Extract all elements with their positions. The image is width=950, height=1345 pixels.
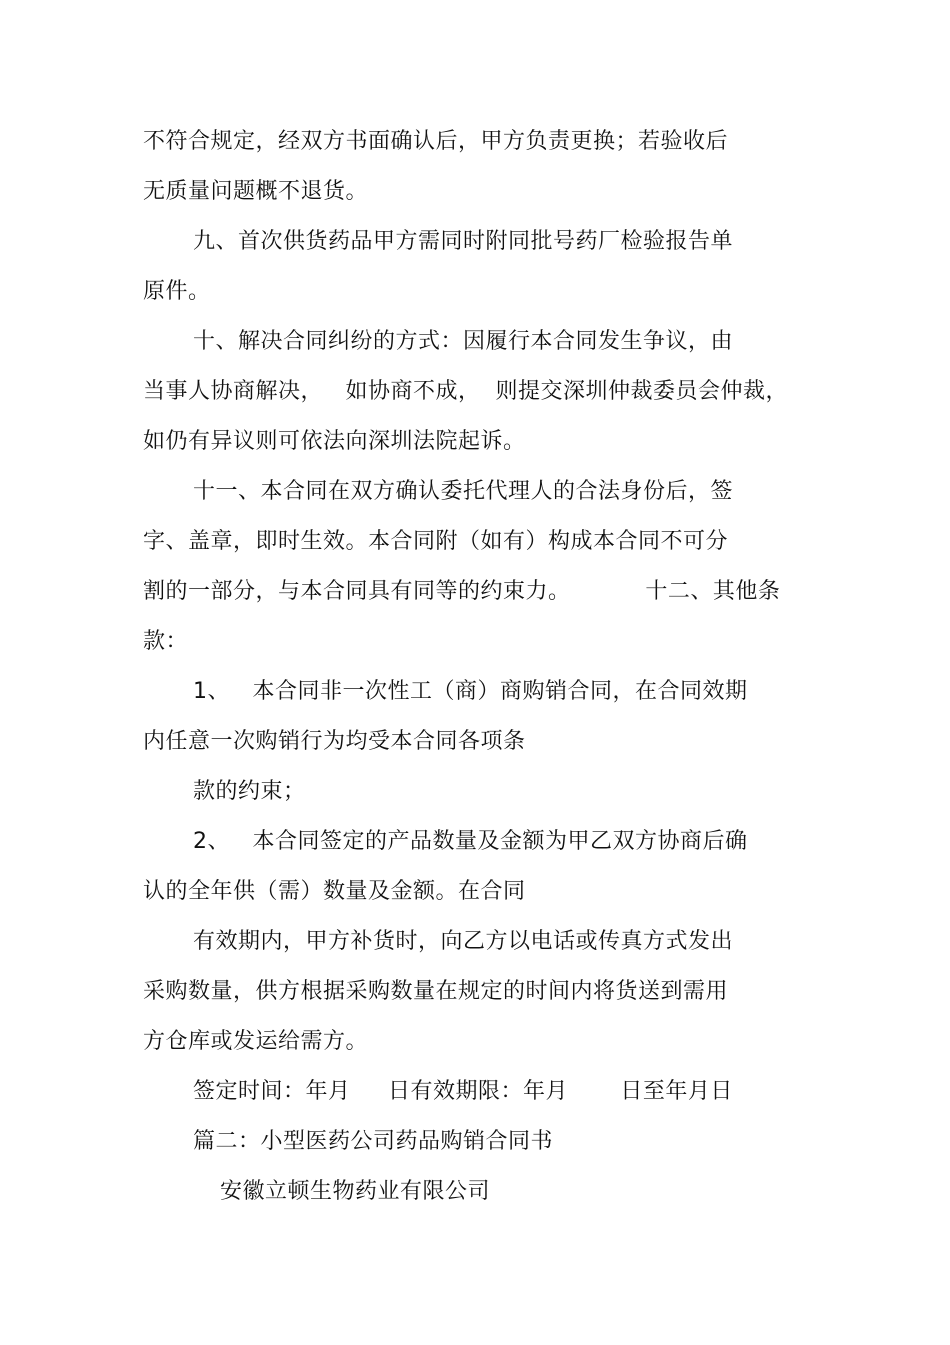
text-line: 十、解决合同纠纷的方式：因履行本合同发生争议，由: [193, 329, 734, 354]
text-line: 款：: [143, 629, 189, 654]
text-line: 如仍有异议则可依法向深圳法院起诉。: [143, 429, 526, 454]
text-line: 割的一部分，与本合同具有同等的约束力。 十二、其他条: [143, 579, 781, 604]
text-line: 原件。: [143, 279, 211, 304]
text-line: 字、盖章，即时生效。本合同附（如有）构成本合同不可分: [143, 529, 729, 554]
section-heading: 篇二：小型医药公司药品购销合同书: [193, 1129, 554, 1154]
text-line: 1、 本合同非一次性工（商）商购销合同，在合同效期: [193, 679, 748, 704]
text-line: 无质量问题概不退货。: [143, 179, 369, 204]
text-line: 签定时间：年月 日有效期限：年月 日至年月日: [193, 1079, 733, 1104]
text-line: 不符合规定，经双方书面确认后，甲方负责更换；若验收后: [143, 129, 729, 154]
text-line: 方仓库或发运给需方。: [143, 1029, 369, 1054]
text-line: 认的全年供（需）数量及金额。在合同: [143, 879, 526, 904]
text-line: 十一、本合同在双方确认委托代理人的合法身份后，签: [193, 479, 734, 504]
text-line: 九、首次供货药品甲方需同时附同批号药厂检验报告单: [193, 229, 734, 254]
company-name: 安徽立顿生物药业有限公司: [220, 1179, 491, 1204]
text-line: 有效期内，甲方补货时，向乙方以电话或传真方式发出: [193, 929, 734, 954]
text-line: 当事人协商解决， 如协商不成， 则提交深圳仲裁委员会仲裁，: [143, 379, 788, 404]
text-line: 内任意一次购销行为均受本合同各项条: [143, 729, 526, 754]
text-line: 2、 本合同签定的产品数量及金额为甲乙双方协商后确: [193, 829, 748, 854]
text-line: 采购数量，供方根据采购数量在规定的时间内将货送到需用: [143, 979, 729, 1004]
text-line: 款的约束；: [193, 779, 306, 804]
